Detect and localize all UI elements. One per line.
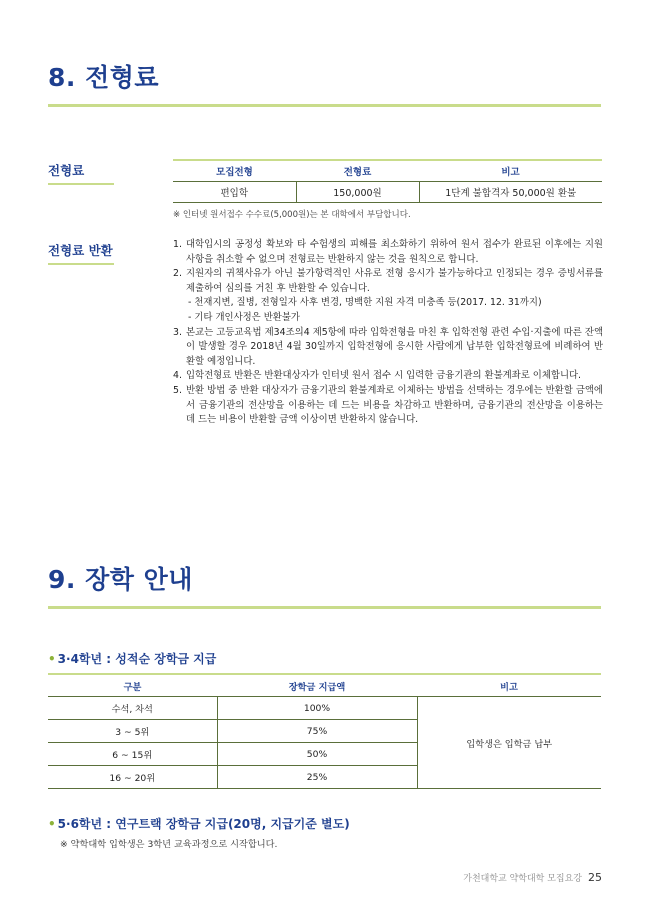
scholarship-heading-1-text: 3·4학년 : 성적순 장학금 지급: [57, 652, 217, 666]
scholarship-heading-2: [48, 815, 350, 832]
bullet-icon: •: [48, 652, 56, 666]
refund-sub-2: - 기타 개인사정은 반환불가: [188, 311, 300, 323]
refund-text-2: 지원자의 귀책사유가 아닌 불가항력적인 사유로 전형 응시가 불가능하다고 인정되는 경우 증빙서류를 제출하여 심의를 거친 후 반환할 수 있습니다.: [186, 268, 603, 294]
fee-cell-remark: 1단계 불합격자 50,000원 환불: [419, 182, 602, 203]
section9-title: 9. 장학 안내: [48, 565, 193, 594]
list-item: [173, 384, 603, 428]
sch-cell-rank: 수석, 차석: [48, 697, 217, 720]
list-item: [173, 267, 603, 325]
scholarship-table: [48, 673, 601, 789]
refund-sub-1: - 천재지변, 질병, 전형일자 사후 변경, 명백한 지원 자격 미충족 등(2017. 12. 31까지): [188, 297, 542, 309]
section9-rule: [48, 606, 601, 609]
sch-cell-remark: 입학생은 입학금 납부: [417, 697, 601, 789]
fee-note: ※ 인터넷 원서접수 수수료(5,000원)는 본 대학에서 부담합니다.: [173, 210, 411, 220]
sch-cell-amount: 50%: [217, 743, 417, 766]
refund-label-underline: [48, 263, 114, 265]
page-footer: [463, 871, 602, 884]
sch-header-remark: 비고: [417, 674, 601, 697]
refund-num-2: 2.: [173, 268, 182, 280]
refund-label-text: 전형료 반환: [48, 243, 113, 258]
table-row: [48, 697, 601, 720]
scholarship-note: ※ 약학대학 입학생은 3학년 교육과정으로 시작합니다.: [60, 839, 278, 850]
fee-header-fee: 전형료: [296, 160, 419, 182]
sch-cell-amount: 25%: [217, 766, 417, 789]
refund-text-5: 반환 방법 중 반환 대상자가 금융기관의 환불계좌로 이체하는 방법을 선택하는 경우에는 반환할 금액에서 금융기관의 전산망을 이용하는 데 드는 비용을 차감하고 반환하며, 금융기관의 전산망을 이용하는 데 드는 비용이 반환할 금액 이상이면 반환하지 않습니다.: [186, 384, 603, 426]
fee-header-type: 모집전형: [173, 160, 296, 182]
list-item: [173, 238, 603, 267]
fee-header-remark: 비고: [419, 160, 602, 182]
fee-label-text: 전형료: [48, 163, 85, 178]
refund-text-1: 대학입시의 공정성 확보와 타 수험생의 피해를 최소화하기 위하여 원서 접수가 완료된 이후에는 지원 사항을 취소할 수 없으며 전형료는 반환하지 않는 것을 원칙으로 합니다.: [186, 239, 603, 265]
sch-cell-rank: 16 ~ 20위: [48, 766, 217, 789]
bullet-icon: •: [48, 817, 56, 831]
refund-num-3: 3.: [173, 326, 182, 338]
sch-cell-amount: 75%: [217, 720, 417, 743]
list-item: [173, 369, 603, 384]
sch-header-rank: 구분: [48, 674, 217, 697]
refund-list: [173, 238, 603, 428]
fee-cell-fee: 150,000원: [296, 182, 419, 203]
sch-cell-rank: 6 ~ 15위: [48, 743, 217, 766]
section8-title: 8. 전형료: [48, 63, 160, 92]
fee-table: [173, 159, 602, 203]
scholarship-heading-1: [48, 650, 216, 667]
page-number: 25: [588, 871, 602, 884]
section8-rule: [48, 104, 601, 107]
refund-label: [48, 241, 114, 265]
refund-text-3: 본교는 고등교육법 제34조의4 제5항에 따라 입학전형을 마친 후 입학전형 관련 수입·지출에 따른 잔액이 발생할 경우 2018년 4월 30일까지 입학전형에 응시한 사람에게 납부한 입학전형료에 비례하여 반환할 예정입니다.: [186, 326, 603, 367]
table-row: [173, 182, 602, 203]
sch-cell-amount: 100%: [217, 697, 417, 720]
sch-header-amount: 장학금 지급액: [217, 674, 417, 697]
fee-label-underline: [48, 183, 114, 185]
refund-text-4: 입학전형료 반환은 반환대상자가 인터넷 원서 접수 시 입력한 금융기관의 환불계좌로 이체합니다.: [186, 370, 582, 382]
list-item: [173, 326, 603, 370]
refund-num-1: 1.: [173, 239, 182, 250]
fee-label: [48, 161, 114, 185]
sch-cell-rank: 3 ~ 5위: [48, 720, 217, 743]
refund-num-4: 4.: [173, 370, 182, 382]
fee-cell-type: 편입학: [173, 182, 296, 203]
refund-num-5: 5.: [173, 384, 182, 396]
scholarship-heading-2-text: 5·6학년 : 연구트랙 장학금 지급(20명, 지급기준 별도): [57, 817, 350, 831]
footer-text: 가천대학교 약학대학 모집요강: [463, 874, 582, 884]
